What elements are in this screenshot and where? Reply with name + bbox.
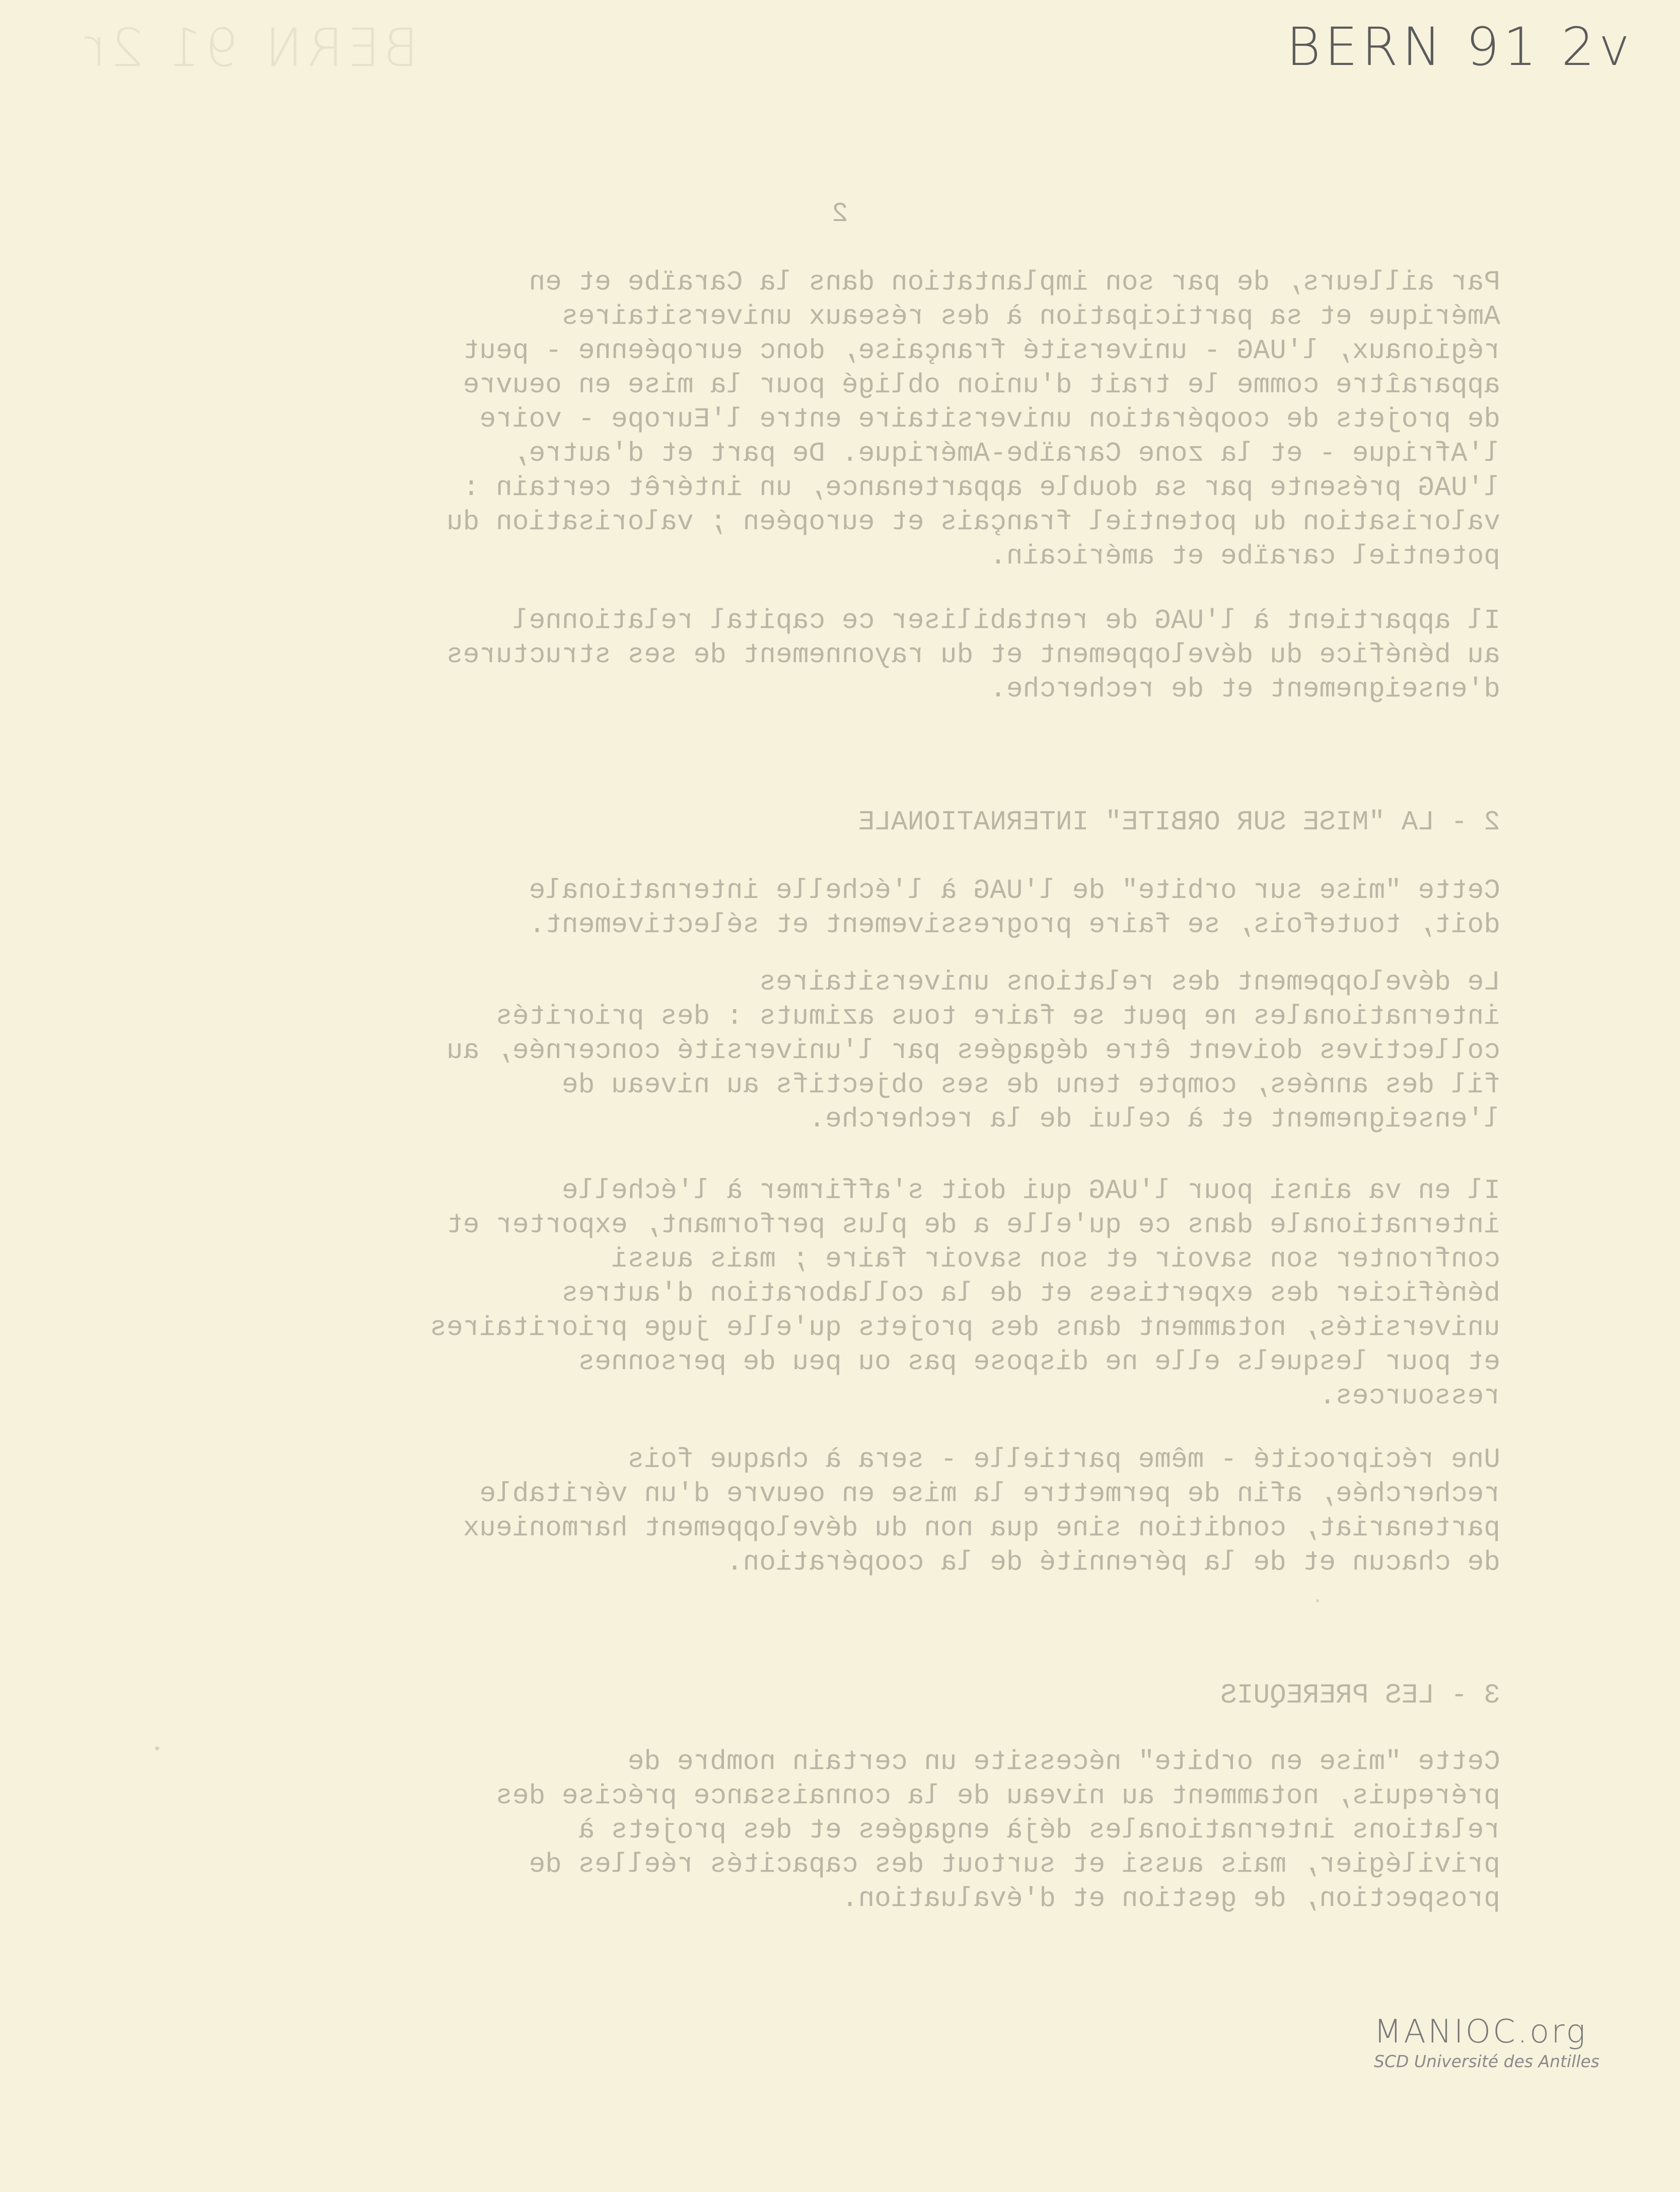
logo-name: MANIOC.org xyxy=(1374,2013,1587,2050)
section-2-heading: 2 - LA "MISE SUR ORBITE" INTERNATIONALE xyxy=(858,807,1500,838)
paragraph-2 xyxy=(447,604,1500,707)
text-line: l'UAG présente par sa double appartenance, un intérêt certain : xyxy=(463,473,1500,504)
text-line: Cette "mise sur orbite" de l'UAG à l'échelle internationale xyxy=(529,876,1500,906)
section-2-paragraph-1 xyxy=(529,874,1500,943)
section-2-paragraph-3 xyxy=(430,1174,1500,1414)
text-line: internationales ne peut se faire tous azimuts : des priorités xyxy=(495,1002,1500,1032)
text-line: l'Afrique - et la zone Caraïbe-Amérique. De part et d'autre, xyxy=(512,439,1500,469)
catalog-mark-handwritten: BERN 91 2v xyxy=(1286,16,1634,78)
paper-speck xyxy=(155,1746,159,1750)
text-line: potentiel caraïbe et américain. xyxy=(990,541,1500,572)
text-line: universités, notamment dans des projets qu'elle juge prioritaires xyxy=(430,1313,1500,1344)
section-2-paragraph-4 xyxy=(463,1443,1500,1580)
text-line: Il en va ainsi pour l'UAG qui doit s'affirmer à l'échelle xyxy=(561,1176,1500,1207)
text-line: fil des années, compte tenu de ses objectifs au niveau de xyxy=(561,1070,1500,1101)
text-line: recherchée, afin de permettre la mise en oeuvre d'un véritable xyxy=(479,1479,1500,1510)
text-line: valorisation du potentiel français et européen ; valorisation du xyxy=(446,507,1500,538)
text-line: de projets de coopération universitaire entre l'Europe - voire xyxy=(479,404,1500,435)
text-line: internationale dans ce qu'elle a de plus performant, exporter et xyxy=(446,1210,1500,1241)
text-line: bénéficier des expertises et de la collaboration d'autres xyxy=(561,1279,1500,1309)
text-line: et pour lesquels elle ne dispose pas ou peu de personnes xyxy=(578,1347,1500,1378)
text-line: collectives doivent être dégagées par l'université concernée, au xyxy=(446,1036,1500,1067)
text-line: régionaux, l'UAG - université française, donc européenne - peut xyxy=(463,336,1500,367)
page-number: 2 xyxy=(832,199,848,230)
text-line: prospection, de gestion et d'évaluation. xyxy=(841,1884,1500,1915)
text-line: de chacun et de la pérennité de la coopération. xyxy=(726,1547,1500,1578)
text-line: Amérique et sa participation à des réseaux universitaires xyxy=(561,302,1500,332)
section-3-heading: 3 - LES PREREQUIS xyxy=(1220,1680,1500,1711)
logo-subtitle: SCD Université des Antilles xyxy=(1374,2052,1599,2071)
paragraph-1 xyxy=(447,266,1500,574)
text-line: d'enseignement et de recherche. xyxy=(990,674,1500,705)
text-line: ressources. xyxy=(1319,1381,1500,1412)
text-line: partenariat, condition sine qua non du développement harmonieux xyxy=(463,1513,1500,1544)
text-line: Cette "mise en orbite" nécessite un certain nombre de xyxy=(627,1747,1500,1778)
text-line: prérequis, notamment au niveau de la connaissance précise des xyxy=(495,1781,1500,1812)
text-line: privilégier, mais aussi et surtout des capacités réelles de xyxy=(529,1850,1500,1880)
text-line: doit, toutefois, se faire progressivement et sélectivement. xyxy=(529,910,1500,941)
text-line: au bénéfice du développement et du rayonnement de ses structures xyxy=(446,640,1500,671)
text-line: Une réciprocité - même partielle - sera à chaque fois xyxy=(627,1445,1500,1475)
section-2-paragraph-2 xyxy=(447,966,1500,1137)
text-line: confronter son savoir et son savoir faire ; mais aussi xyxy=(611,1244,1500,1275)
text-line: apparaître comme le trait d'union obligé pour la mise en oeuvre xyxy=(463,370,1500,401)
catalog-mark-showthrough: BERN 91 2r xyxy=(81,17,419,79)
text-line: Il appartient à l'UAG de rentabiliser ce capital relationnel xyxy=(512,606,1500,637)
text-line: Par ailleurs, de par son implantation dans la Caraïbe et en xyxy=(529,267,1500,298)
manioc-logo xyxy=(1374,2013,1599,2071)
text-line: Le développement des relations universitaires xyxy=(759,967,1500,998)
paper-speck xyxy=(1316,1599,1319,1602)
text-line: relations internationales déjà engagées et des projets à xyxy=(578,1815,1500,1846)
text-line: l'enseignement et à celui de la recherche. xyxy=(809,1104,1500,1135)
section-3-paragraph-1 xyxy=(496,1745,1500,1917)
